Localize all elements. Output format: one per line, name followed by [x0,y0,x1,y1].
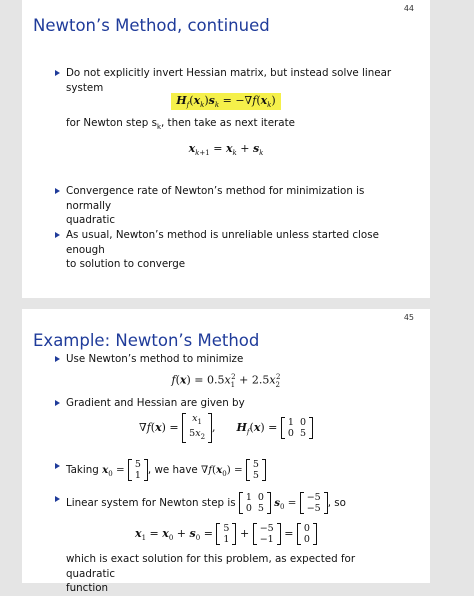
slide-title: Newton’s Method, continued [33,16,270,35]
page-number: 44 [403,4,414,13]
slide-title: Example: Newton’s Method [33,331,260,350]
bullet-continuation: for Newton step $s_k$, then take as next iterate [66,117,295,132]
bullet-triangle-icon [55,188,60,194]
iterate-equation: $x_{k+1} = x_k + s_k$ [188,142,264,158]
bullet-triangle-icon [55,356,60,362]
gradient-hessian-equation: ∇f(x) = $x_1$ $5x_2$ , $H_f(x)$ = 1 0 0 5 [22,413,430,443]
slide-44 [22,0,430,298]
bullet-triangle-icon [55,496,60,502]
bullet-item: Taking $x_0$ = 5 1 , we have $\nabla f(x_0)$ = 5 5 [66,459,406,482]
highlighted-equation: $H_f(x_k)s_k = -\nabla f(x_k)$ [22,93,430,110]
bullet-item: Use Newton’s method to minimize [66,352,406,367]
bullet-item: Do not explicitly invert Hessian matrix, but instead solve linear system [66,66,406,95]
slide-45 [22,309,430,594]
bullet-item: Gradient and Hessian are given by [66,396,406,411]
bullet-triangle-icon [55,463,60,469]
bullet-item: Linear system for Newton step is 1 0 0 5 $s_0$ = −5 −5 , so [66,492,406,515]
solution-equation: $x_1 = x_0 + s_0$ = 5 1 + −5 −1 = 0 0 [22,523,430,545]
objective-equation: $f(x) = 0.5x_1^2 + 2.5x_2^2$ [171,373,281,389]
bullet-item: As usual, Newton’s method is unreliable unless started close enough to solution to converge [66,228,406,272]
closing-text: which is exact solution for this problem, as expected for quadratic function [66,553,356,594]
page-number: 45 [403,313,414,322]
bullet-triangle-icon [55,70,60,76]
bullet-item: Convergence rate of Newton’s method for minimization is normally quadratic [66,184,406,228]
bullet-triangle-icon [55,232,60,238]
bullet-triangle-icon [55,400,60,406]
